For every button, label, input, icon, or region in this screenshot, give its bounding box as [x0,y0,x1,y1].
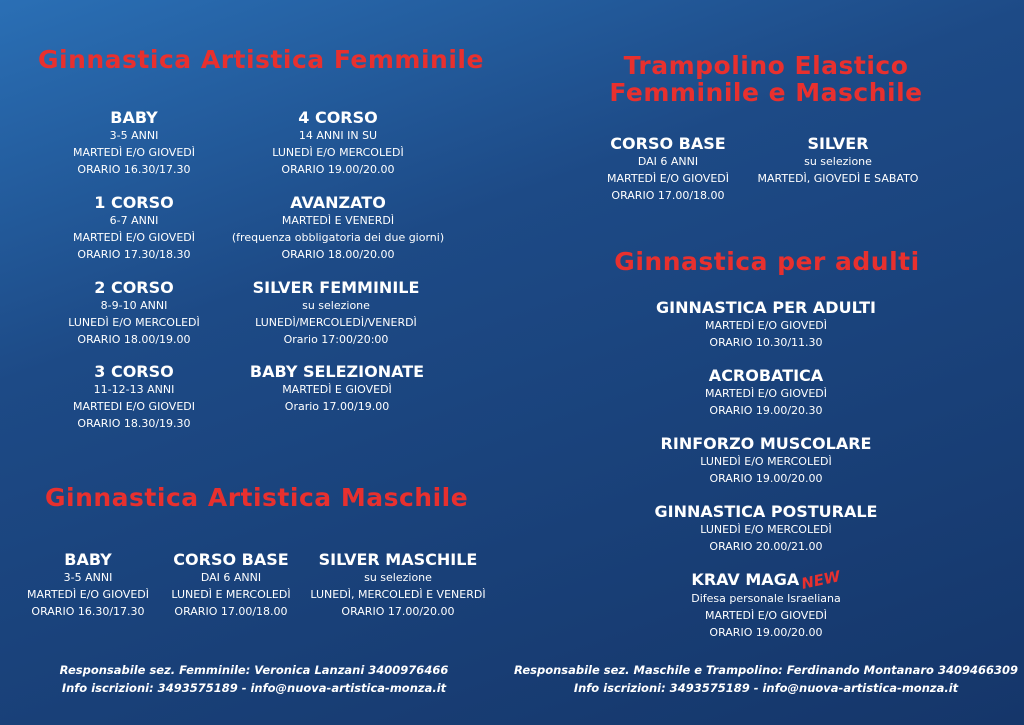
footer-contact-line: Info iscrizioni: 3493575189 - info@nuova-artistica-monza.it [61,681,447,695]
course-line: ORARIO 17.00/18.00 [174,605,288,618]
course-name: BABY [110,108,158,127]
course-block [272,108,404,178]
course-line: MARTEDÌ E/O GIOVEDÌ [705,387,827,400]
course-line: LUNEDÌ E/O MERCOLEDÌ [700,523,832,536]
course-line: Orario 17:00/20:00 [283,333,389,346]
course-line: DAI 6 ANNI [200,571,262,584]
course-name: 1 CORSO [94,193,174,212]
course-line: su selezione [364,571,432,584]
course-block [250,362,424,415]
footer-contact-line: Responsabile sez. Femminile: Veronica Lanzani 3400976466 [59,663,449,677]
course-name: CORSO BASE [610,134,726,153]
course-line: 14 ANNI IN SU [298,129,378,142]
course-block [232,193,444,263]
course-line: 11-12-13 ANNI [93,383,175,396]
course-name: 2 CORSO [94,278,174,297]
course-line: MARTEDÌ E/O GIOVEDÌ [705,319,827,332]
course-line: Difesa personale Israeliana [691,592,841,605]
course-line: su selezione [804,155,872,168]
course-name-row [691,567,842,593]
course-line: 8-9-10 ANNI [100,299,168,312]
course-line: LUNEDÌ, MERCOLEDÌ E VENERDÌ [310,588,486,601]
footer-left [60,661,449,697]
course-name: SILVER [807,134,869,153]
course-line: ORARIO 17.30/18.30 [77,248,191,261]
course-name: ACROBATICA [708,366,824,385]
course-line: MARTEDÌ E/O GIOVEDÌ [73,231,195,244]
trampolino-title [609,52,922,106]
course-name: SILVER MASCHILE [318,550,478,569]
course-line: LUNEDÌ E/O MERCOLEDÌ [272,146,404,159]
course-block [68,278,200,348]
course-line: ORARIO 16.30/17.30 [31,605,145,618]
footer-contact-line: Responsabile sez. Maschile e Trampolino: Ferdinando Montanaro 3409466309 [514,663,1018,677]
course-line: MARTEDÌ E/O GIOVEDÌ [607,172,729,185]
course-line: ORARIO 20.00/21.00 [709,540,823,553]
course-line: su selezione [302,299,370,312]
course-line: MARTEDI E/O GIOVEDI [73,400,195,413]
femminile-title: Ginnastica Artistica Femminile [38,45,484,74]
footer-contact-line: Info iscrizioni: 3493575189 - info@nuova-artistica-monza.it [573,681,959,695]
course-line: ORARIO 19.00/20.00 [709,626,823,639]
new-badge: NEW [799,567,842,593]
course-name: CORSO BASE [173,550,289,569]
course-line: LUNEDÌ E/O MERCOLEDÌ [700,455,832,468]
course-line: LUNEDÌ E/O MERCOLEDÌ [68,316,200,329]
course-line: 3-5 ANNI [63,571,113,584]
course-line: ORARIO 10.30/11.30 [709,336,823,349]
course-line: MARTEDÌ, GIOVEDÌ E SABATO [757,172,919,185]
course-block [73,193,195,263]
course-line: 6-7 ANNI [109,214,159,227]
course-line: 3-5 ANNI [109,129,159,142]
trampolino-title-line: Femminile e Maschile [609,78,923,107]
trampolino-title-line: Trampolino Elastico [623,51,909,80]
course-line: LUNEDÌ E MERCOLEDÌ [171,588,291,601]
course-line: ORARIO 18.30/19.30 [77,417,191,430]
course-line: MARTEDÌ E/O GIOVEDÌ [27,588,149,601]
adulti-title: Ginnastica per adulti [614,247,920,276]
course-name: RINFORZO MUSCOLARE [660,434,872,453]
course-line: ORARIO 16.30/17.30 [77,163,191,176]
course-line: MARTEDÌ E/O GIOVEDÌ [73,146,195,159]
course-name: GINNASTICA PER ADULTI [656,298,876,317]
course-block [691,567,842,641]
course-name: 3 CORSO [94,362,174,381]
course-line: ORARIO 18.00/19.00 [77,333,191,346]
course-line: ORARIO 17.00/18.00 [611,189,725,202]
course-line: MARTEDÌ E/O GIOVEDÌ [705,609,827,622]
course-block [655,502,878,555]
course-block [758,134,919,187]
course-block [661,434,872,487]
course-block [73,362,195,432]
course-line: MARTEDÌ E GIOVEDÌ [282,383,392,396]
course-name: 4 CORSO [298,108,378,127]
course-line: ORARIO 19.00/20.00 [281,163,395,176]
course-block [705,366,827,419]
course-name: KRAV MAGA [691,570,800,589]
course-line: ORARIO 19.00/20.30 [709,404,823,417]
course-block [73,108,195,178]
course-block [310,550,485,620]
course-name: BABY SELEZIONATE [249,362,425,381]
course-name: GINNASTICA POSTURALE [654,502,878,521]
course-name: AVANZATO [290,193,386,212]
course-line: DAI 6 ANNI [637,155,699,168]
course-line: LUNEDÌ/MERCOLEDÌ/VENERDÌ [255,316,417,329]
course-line: MARTEDÌ E VENERDÌ [281,214,395,227]
course-line: ORARIO 17.00/20.00 [341,605,455,618]
course-block [607,134,729,204]
course-block [27,550,149,620]
course-name: BABY [64,550,112,569]
course-block [171,550,290,620]
course-line: ORARIO 18.00/20.00 [281,248,395,261]
course-line: (frequenza obbligatoria dei due giorni) [231,231,445,244]
course-line: ORARIO 19.00/20.00 [709,472,823,485]
course-line: Orario 17.00/19.00 [284,400,390,413]
course-name: SILVER FEMMINILE [252,278,420,297]
course-block [253,278,420,348]
course-block [656,298,876,351]
footer-right [514,661,1018,697]
maschile-title: Ginnastica Artistica Maschile [45,483,469,512]
